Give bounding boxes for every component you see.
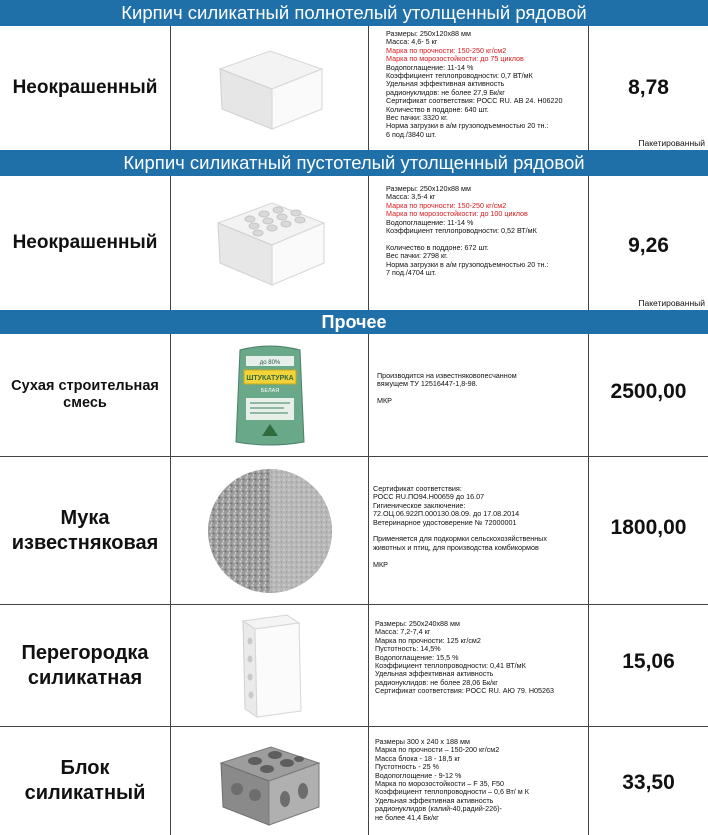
spec-line: Масса: 3,5-4 кг [386,192,436,202]
product-image-solid-brick [171,26,369,150]
spec-line: Удельная эффективная активность [375,669,494,679]
price-value: 9,26 [628,234,669,257]
table-row [0,726,708,835]
spec-line: Производится на известняковопесчанном [377,371,517,380]
table-row [0,456,708,604]
spec-line: МКР [377,396,392,406]
spec-line: Вес пачки: 2798 кг. [386,251,448,261]
spec-line [377,389,588,397]
price-cell [589,26,708,150]
spec-line: 7 под./4704 шт. [386,268,437,278]
spec-line: Удельная эффективная активность [375,795,494,805]
section-title: Кирпич силикатный полнотелый утолщенный рядовой [121,2,587,23]
spec-line: МКР [373,559,388,569]
product-name: Перегородка силикатная [0,605,171,726]
spec-line: Марка по прочности: 150-250 кг/см2 [386,200,507,210]
price-cell [589,605,708,726]
price-cell [589,727,708,835]
spec-line: Сертификат соответствия: РОСС RU. АЮ 79. Н05263 [375,686,555,696]
spec-line: 6 под./3840 шт. [386,129,437,139]
mix-bag-image [230,342,310,448]
spec-line: Марка по прочности: 150-250 кг/см2 [386,45,507,55]
spec-text [369,727,589,835]
spec-line: РОСС RU.ПО94.Н00659 до 16.07 [373,492,485,502]
spec-line: Коэффициент теплопроводности: 0,41 ВТ/мК [375,661,526,671]
spec-line: Коэффициент теплопроводности: 0,7 ВТ/мК [386,71,533,81]
spec-line: Марка по прочности – 150-200 кг/см2 [375,745,500,755]
table-row [0,334,708,456]
section-title: Кирпич силикатный пустотелый утолщенный рядовой [123,152,585,173]
spec-line: Водопоглащение: 11-14 % [386,217,474,227]
product-image-partition [171,605,369,726]
price-value: 33,50 [622,771,675,794]
section-header-other [0,310,708,334]
section-title: Прочее [321,312,387,332]
spec-line: Марка по морозостойкости: до 75 циклов [386,54,524,64]
spec-text [369,176,589,310]
spec-line: 72.ОЦ.06.922П.000130.08.09. до 17.08.2014 [373,509,520,519]
product-image-lime-flour [171,457,369,604]
bag-sub-text: БЕЛАЯ [260,388,279,394]
spec-line: Размеры: 250х120х88 мм [386,29,471,38]
spec-text [369,334,589,456]
spec-line: не более 41,4 Бк/кг [375,812,439,822]
spec-line: Сертификат соответствия: [373,484,462,493]
spec-line: Размеры: 250х240х88 мм [375,619,460,628]
table-row [0,176,708,310]
bag-top-text: до 80% [259,360,280,366]
spec-line: Норма загрузки в а/м грузоподъемностью 20 тн.: [386,121,549,131]
spec-text [369,605,589,726]
spec-line: Водопоглащение: 11-14 % [386,62,474,72]
solid-brick-image [210,41,330,136]
spec-line: Водопоглощение - 9-12 % [375,770,462,780]
table-row [0,604,708,726]
lime-flour-image [203,464,337,598]
pack-label: Пакетированный [638,138,705,148]
product-image-dry-mix [171,334,369,456]
price-value: 1800,00 [610,516,687,539]
spec-text [369,26,589,150]
spec-line: Сертификат соответствия: РОСС RU. АВ 24. Н06220 [386,96,563,106]
spec-line: Водопоглащение: 15,5 % [375,652,459,662]
spec-line: Пустотность: 14,5% [375,644,441,654]
pack-label: Пакетированный [638,298,705,308]
hollow-brick-image [210,193,330,293]
spec-line: радионуклидов (калий-40,радий-226)- [375,804,502,814]
product-image-hollow-brick [171,176,369,310]
price-cell [589,457,708,604]
spec-line: вяжущем ТУ 12516447-1,8-98. [377,379,478,389]
spec-line: Марка по морозостойкости: до 100 циклов [386,209,528,219]
product-name: Неокрашенный [0,176,171,310]
spec-line [373,552,588,560]
spec-line: Коэффициент теплопроводности – 0,6 Вт/ м К [375,787,529,797]
product-name: Блок силикатный [0,727,171,835]
spec-line: Количество в поддоне: 672 шт. [386,242,489,252]
product-name: Неокрашенный [0,26,171,150]
price-value: 15,06 [622,650,675,673]
product-image-block [171,727,369,835]
price-value: 8,78 [628,76,669,99]
spec-line: Размеры 300 х 240 х 188 мм [375,737,470,746]
silicate-block-image [215,733,325,829]
spec-line: Гигиеническое заключение: [373,500,466,510]
spec-line: животных и птиц, для производства комбикормов [373,542,539,552]
spec-line: Удельная эффективная активность [386,79,505,89]
spec-line: Пустотность - 25 % [375,762,439,772]
spec-line: Масса: 7,2-7,4 кг [375,627,431,637]
spec-line: Ветеринарное удостоверение № 72000001 [373,517,517,527]
spec-line: радионуклидов: не более 28,06 Бк/кг [375,677,498,687]
spec-line: Вес пачки: 3320 кг. [386,113,448,123]
price-cell [589,176,708,310]
table-row [0,26,708,150]
product-name: Сухая строительная смесь [0,334,171,456]
price-value: 2500,00 [610,380,687,403]
section-header-hollow-brick [0,150,708,176]
spec-line: Масса блока - 18 - 18,5 кг [375,753,461,763]
partition-block-image [235,611,305,721]
spec-line: радионуклидов: не более 27,9 Бк/кг [386,87,505,97]
spec-line: Масса: 4,6- 5 кг [386,37,438,47]
spec-line: Применяется для подкормки сельскохозяйственных [373,534,547,544]
spec-line: Марка по морозостойкости – F 35, F50 [375,779,505,789]
spec-text [369,457,589,604]
section-header-solid-brick [0,0,708,26]
spec-line: Марка по прочности: 125 кг/см2 [375,635,481,645]
price-cell [589,334,708,456]
spec-line: Количество в поддоне: 640 шт. [386,104,489,114]
spec-line: Коэффициент теплопроводности: 0,52 ВТ/мК [386,226,537,236]
product-name: Мука известняковая [0,457,171,604]
bag-label-text: ШТУКАТУРКА [245,375,294,382]
spec-line: Размеры: 250х120х88 мм [386,184,471,193]
spec-line: Норма загрузки в а/м грузоподъемностью 20 тн.: [386,259,549,269]
